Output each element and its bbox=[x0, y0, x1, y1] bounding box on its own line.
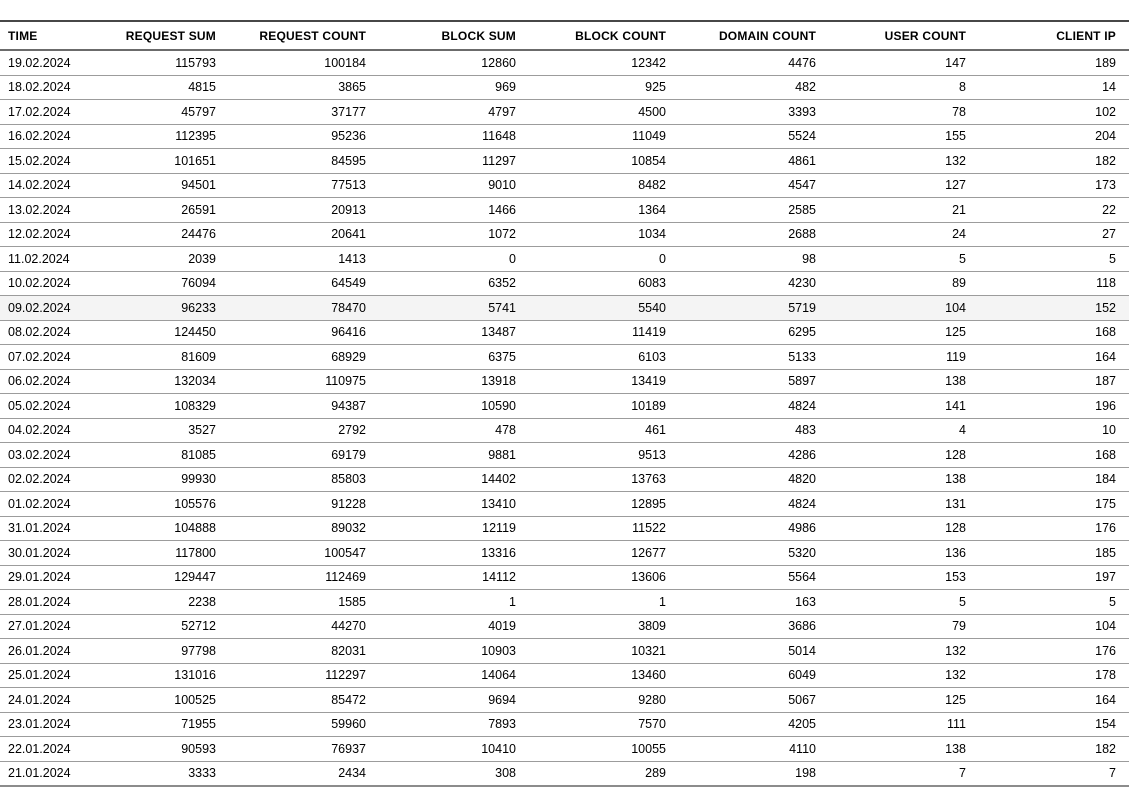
cell-block-count: 0 bbox=[659, 251, 666, 266]
statistics-report-page bbox=[0, 20, 1129, 787]
cell-client-ip: 178 bbox=[1095, 668, 1116, 683]
cell-request-count: 112469 bbox=[325, 570, 366, 585]
table-row[interactable] bbox=[0, 639, 1129, 664]
cell-request-sum: 2039 bbox=[188, 251, 216, 266]
table-row[interactable] bbox=[0, 369, 1129, 394]
cell-block-sum: 14402 bbox=[481, 472, 516, 487]
cell-client-ip: 22 bbox=[1102, 202, 1116, 217]
table-row[interactable] bbox=[0, 688, 1129, 713]
table-row[interactable] bbox=[0, 247, 1129, 272]
cell-user-count: 138 bbox=[945, 472, 966, 487]
column-header-client-ip[interactable]: CLIENT IP bbox=[1056, 28, 1116, 43]
cell-time: 01.02.2024 bbox=[8, 496, 71, 511]
cell-client-ip: 197 bbox=[1095, 570, 1116, 585]
cell-time: 26.01.2024 bbox=[8, 643, 71, 658]
table-row[interactable] bbox=[0, 198, 1129, 223]
cell-user-count: 132 bbox=[945, 153, 966, 168]
cell-client-ip: 152 bbox=[1095, 300, 1116, 315]
column-header-request-sum[interactable]: REQUEST SUM bbox=[125, 28, 216, 43]
cell-time: 07.02.2024 bbox=[8, 349, 71, 364]
cell-request-sum: 4815 bbox=[188, 80, 216, 95]
cell-block-sum: 9881 bbox=[488, 447, 516, 462]
table-row[interactable] bbox=[0, 173, 1129, 198]
cell-user-count: 78 bbox=[952, 104, 966, 119]
cell-block-count: 10055 bbox=[631, 741, 666, 756]
table-row[interactable] bbox=[0, 296, 1129, 321]
cell-user-count: 147 bbox=[945, 55, 966, 70]
cell-domain-count: 3393 bbox=[788, 104, 816, 119]
cell-time: 04.02.2024 bbox=[8, 423, 71, 438]
cell-block-count: 10854 bbox=[631, 153, 666, 168]
cell-request-count: 2434 bbox=[338, 766, 366, 781]
column-header-block-count[interactable]: BLOCK COUNT bbox=[575, 28, 666, 43]
column-header-request-count[interactable]: REQUEST COUNT bbox=[259, 28, 366, 43]
cell-block-sum: 13918 bbox=[481, 374, 516, 389]
cell-block-sum: 11297 bbox=[482, 153, 516, 168]
stats-table bbox=[0, 20, 1129, 787]
cell-domain-count: 198 bbox=[795, 766, 816, 781]
cell-time: 15.02.2024 bbox=[8, 153, 71, 168]
cell-request-sum: 132034 bbox=[174, 374, 216, 389]
cell-request-sum: 3333 bbox=[188, 766, 216, 781]
cell-time: 06.02.2024 bbox=[8, 374, 71, 389]
table-row[interactable] bbox=[0, 516, 1129, 541]
cell-user-count: 79 bbox=[952, 619, 966, 634]
cell-client-ip: 5 bbox=[1109, 251, 1116, 266]
table-row[interactable] bbox=[0, 320, 1129, 345]
cell-time: 29.01.2024 bbox=[8, 570, 71, 585]
table-row[interactable] bbox=[0, 149, 1129, 174]
cell-block-sum: 308 bbox=[495, 766, 516, 781]
table-row[interactable] bbox=[0, 345, 1129, 370]
cell-block-sum: 1 bbox=[509, 594, 516, 609]
cell-request-sum: 129447 bbox=[174, 570, 216, 585]
cell-request-count: 1585 bbox=[338, 594, 366, 609]
cell-block-count: 12895 bbox=[631, 496, 666, 511]
table-row[interactable] bbox=[0, 271, 1129, 296]
cell-user-count: 128 bbox=[945, 521, 966, 536]
cell-block-count: 3809 bbox=[638, 619, 666, 634]
cell-client-ip: 184 bbox=[1095, 472, 1116, 487]
cell-time: 22.01.2024 bbox=[8, 741, 71, 756]
cell-block-count: 13606 bbox=[631, 570, 666, 585]
cell-request-sum: 108329 bbox=[174, 398, 216, 413]
cell-time: 14.02.2024 bbox=[8, 178, 71, 193]
cell-request-sum: 112395 bbox=[175, 129, 216, 144]
cell-time: 30.01.2024 bbox=[8, 545, 71, 560]
cell-time: 31.01.2024 bbox=[8, 521, 71, 536]
cell-user-count: 138 bbox=[945, 741, 966, 756]
cell-request-count: 37177 bbox=[331, 104, 366, 119]
cell-user-count: 128 bbox=[945, 447, 966, 462]
cell-client-ip: 154 bbox=[1095, 717, 1116, 732]
cell-block-sum: 10410 bbox=[481, 741, 516, 756]
cell-request-count: 64549 bbox=[331, 276, 366, 291]
cell-user-count: 24 bbox=[952, 227, 966, 242]
table-row[interactable] bbox=[0, 394, 1129, 419]
cell-request-sum: 26591 bbox=[181, 202, 216, 217]
cell-client-ip: 168 bbox=[1095, 325, 1116, 340]
cell-domain-count: 4230 bbox=[788, 276, 816, 291]
cell-block-sum: 4019 bbox=[488, 619, 516, 634]
cell-client-ip: 27 bbox=[1102, 227, 1116, 242]
cell-request-count: 77513 bbox=[331, 178, 366, 193]
cell-user-count: 132 bbox=[945, 668, 966, 683]
cell-block-count: 6083 bbox=[638, 276, 666, 291]
cell-domain-count: 4286 bbox=[788, 447, 816, 462]
cell-block-sum: 6375 bbox=[488, 349, 516, 364]
cell-block-count: 9513 bbox=[638, 447, 666, 462]
cell-block-sum: 13316 bbox=[481, 545, 516, 560]
column-header-user-count[interactable]: USER COUNT bbox=[884, 28, 966, 43]
cell-request-sum: 81085 bbox=[181, 447, 216, 462]
cell-request-count: 95236 bbox=[331, 129, 366, 144]
cell-client-ip: 104 bbox=[1095, 619, 1116, 634]
cell-domain-count: 98 bbox=[802, 251, 816, 266]
cell-request-sum: 2238 bbox=[188, 594, 216, 609]
cell-user-count: 136 bbox=[945, 545, 966, 560]
cell-block-count: 11522 bbox=[632, 521, 666, 536]
cell-block-sum: 11648 bbox=[482, 129, 516, 144]
cell-request-sum: 90593 bbox=[181, 741, 216, 756]
cell-client-ip: 164 bbox=[1095, 692, 1116, 707]
column-header-time[interactable]: TIME bbox=[8, 28, 38, 43]
cell-request-sum: 117800 bbox=[175, 545, 216, 560]
cell-block-sum: 9010 bbox=[488, 178, 516, 193]
cell-time: 09.02.2024 bbox=[8, 300, 71, 315]
cell-block-count: 13460 bbox=[631, 668, 666, 683]
cell-domain-count: 6049 bbox=[788, 668, 816, 683]
cell-request-count: 3865 bbox=[338, 80, 366, 95]
cell-request-count: 2792 bbox=[338, 423, 366, 438]
cell-client-ip: 164 bbox=[1095, 349, 1116, 364]
cell-client-ip: 102 bbox=[1095, 104, 1116, 119]
column-header-block-sum[interactable]: BLOCK SUM bbox=[441, 28, 516, 43]
cell-user-count: 153 bbox=[945, 570, 966, 585]
cell-domain-count: 5524 bbox=[788, 129, 816, 144]
cell-request-count: 59960 bbox=[331, 717, 366, 732]
cell-client-ip: 168 bbox=[1095, 447, 1116, 462]
cell-user-count: 131 bbox=[945, 496, 966, 511]
table-body bbox=[0, 50, 1129, 786]
cell-time: 21.01.2024 bbox=[8, 766, 71, 781]
cell-time: 17.02.2024 bbox=[8, 104, 71, 119]
cell-domain-count: 163 bbox=[795, 594, 816, 609]
cell-time: 27.01.2024 bbox=[8, 619, 71, 634]
cell-block-count: 10189 bbox=[631, 398, 666, 413]
cell-client-ip: 5 bbox=[1109, 594, 1116, 609]
cell-client-ip: 187 bbox=[1095, 374, 1116, 389]
cell-user-count: 138 bbox=[945, 374, 966, 389]
table-row[interactable] bbox=[0, 100, 1129, 125]
cell-domain-count: 2585 bbox=[788, 202, 816, 217]
cell-request-count: 85803 bbox=[331, 472, 366, 487]
cell-request-count: 89032 bbox=[331, 521, 366, 536]
cell-time: 25.01.2024 bbox=[8, 668, 71, 683]
cell-block-count: 11049 bbox=[632, 129, 666, 144]
cell-domain-count: 4820 bbox=[788, 472, 816, 487]
cell-block-count: 9280 bbox=[638, 692, 666, 707]
cell-request-sum: 24476 bbox=[181, 227, 216, 242]
cell-time: 16.02.2024 bbox=[8, 129, 71, 144]
cell-block-count: 10321 bbox=[631, 643, 666, 658]
cell-block-count: 8482 bbox=[638, 178, 666, 193]
cell-client-ip: 204 bbox=[1095, 129, 1116, 144]
table-row[interactable] bbox=[0, 75, 1129, 100]
cell-block-sum: 7893 bbox=[488, 717, 516, 732]
table-row[interactable] bbox=[0, 590, 1129, 615]
cell-block-count: 1034 bbox=[638, 227, 666, 242]
cell-time: 12.02.2024 bbox=[8, 227, 71, 242]
cell-domain-count: 4986 bbox=[788, 521, 816, 536]
cell-user-count: 127 bbox=[945, 178, 966, 193]
column-header-domain-count[interactable]: DOMAIN COUNT bbox=[718, 28, 816, 43]
cell-request-sum: 3527 bbox=[188, 423, 216, 438]
cell-client-ip: 175 bbox=[1095, 496, 1116, 511]
table-row[interactable] bbox=[0, 712, 1129, 737]
cell-time: 10.02.2024 bbox=[8, 276, 71, 291]
cell-request-sum: 97798 bbox=[181, 643, 216, 658]
cell-client-ip: 10 bbox=[1102, 423, 1116, 438]
table-row[interactable] bbox=[0, 50, 1129, 75]
cell-client-ip: 189 bbox=[1095, 55, 1116, 70]
cell-request-sum: 131016 bbox=[174, 668, 216, 683]
cell-request-count: 20641 bbox=[331, 227, 366, 242]
cell-domain-count: 5564 bbox=[788, 570, 816, 585]
cell-block-sum: 969 bbox=[495, 80, 516, 95]
cell-request-sum: 76094 bbox=[181, 276, 216, 291]
cell-time: 02.02.2024 bbox=[8, 472, 71, 487]
cell-block-sum: 4797 bbox=[488, 104, 516, 119]
cell-block-sum: 1466 bbox=[488, 202, 516, 217]
cell-request-sum: 124450 bbox=[174, 325, 216, 340]
cell-block-sum: 13487 bbox=[481, 325, 516, 340]
cell-time: 03.02.2024 bbox=[8, 447, 71, 462]
cell-request-sum: 81609 bbox=[181, 349, 216, 364]
table-row[interactable] bbox=[0, 614, 1129, 639]
cell-user-count: 4 bbox=[959, 423, 966, 438]
cell-block-sum: 14064 bbox=[481, 668, 516, 683]
cell-client-ip: 118 bbox=[1096, 276, 1116, 291]
cell-domain-count: 4476 bbox=[788, 55, 816, 70]
table-row[interactable] bbox=[0, 467, 1129, 492]
cell-user-count: 7 bbox=[959, 766, 966, 781]
cell-block-count: 1 bbox=[659, 594, 666, 609]
cell-block-count: 6103 bbox=[638, 349, 666, 364]
cell-block-sum: 1072 bbox=[488, 227, 516, 242]
cell-request-count: 68929 bbox=[331, 349, 366, 364]
cell-block-sum: 0 bbox=[509, 251, 516, 266]
cell-client-ip: 14 bbox=[1102, 80, 1116, 95]
cell-user-count: 125 bbox=[945, 692, 966, 707]
cell-user-count: 119 bbox=[946, 349, 966, 364]
cell-client-ip: 173 bbox=[1095, 178, 1116, 193]
cell-time: 23.01.2024 bbox=[8, 717, 71, 732]
cell-block-count: 13763 bbox=[631, 472, 666, 487]
cell-block-count: 13419 bbox=[631, 374, 666, 389]
cell-request-sum: 100525 bbox=[174, 692, 216, 707]
cell-request-count: 20913 bbox=[331, 202, 366, 217]
cell-domain-count: 5133 bbox=[788, 349, 816, 364]
table-row[interactable] bbox=[0, 737, 1129, 762]
cell-domain-count: 4824 bbox=[788, 398, 816, 413]
table-row[interactable] bbox=[0, 565, 1129, 590]
cell-request-count: 84595 bbox=[331, 153, 366, 168]
cell-request-count: 44270 bbox=[331, 619, 366, 634]
cell-block-sum: 478 bbox=[495, 423, 516, 438]
cell-time: 18.02.2024 bbox=[8, 80, 71, 95]
cell-domain-count: 2688 bbox=[788, 227, 816, 242]
cell-domain-count: 5014 bbox=[788, 643, 816, 658]
cell-client-ip: 7 bbox=[1109, 766, 1116, 781]
cell-request-count: 85472 bbox=[331, 692, 366, 707]
cell-request-sum: 71955 bbox=[181, 717, 216, 732]
cell-block-sum: 12119 bbox=[482, 521, 516, 536]
table-row[interactable] bbox=[0, 663, 1129, 688]
cell-user-count: 155 bbox=[945, 129, 966, 144]
cell-block-sum: 9694 bbox=[488, 692, 516, 707]
cell-block-count: 5540 bbox=[638, 300, 666, 315]
cell-block-count: 4500 bbox=[638, 104, 666, 119]
cell-client-ip: 185 bbox=[1095, 545, 1116, 560]
table-row[interactable] bbox=[0, 541, 1129, 566]
table-row[interactable] bbox=[0, 492, 1129, 517]
cell-request-sum: 96233 bbox=[181, 300, 216, 315]
table-row[interactable] bbox=[0, 124, 1129, 149]
cell-block-count: 7570 bbox=[638, 717, 666, 732]
cell-time: 11.02.2024 bbox=[8, 251, 70, 266]
cell-request-count: 78470 bbox=[331, 300, 366, 315]
cell-time: 08.02.2024 bbox=[8, 325, 71, 340]
cell-request-count: 91228 bbox=[331, 496, 366, 511]
cell-block-sum: 13410 bbox=[481, 496, 516, 511]
cell-domain-count: 5719 bbox=[788, 300, 816, 315]
cell-domain-count: 4861 bbox=[788, 153, 816, 168]
cell-client-ip: 196 bbox=[1095, 398, 1116, 413]
cell-user-count: 89 bbox=[952, 276, 966, 291]
cell-block-sum: 14112 bbox=[482, 570, 516, 585]
cell-request-count: 96416 bbox=[331, 325, 366, 340]
cell-user-count: 111 bbox=[946, 717, 966, 732]
cell-client-ip: 176 bbox=[1095, 521, 1116, 536]
table-row[interactable] bbox=[0, 761, 1129, 786]
cell-block-count: 11419 bbox=[632, 325, 666, 340]
table-row[interactable] bbox=[0, 222, 1129, 247]
table-row[interactable] bbox=[0, 443, 1129, 468]
cell-block-sum: 10903 bbox=[481, 643, 516, 658]
cell-user-count: 141 bbox=[945, 398, 966, 413]
cell-request-sum: 45797 bbox=[181, 104, 216, 119]
cell-domain-count: 5897 bbox=[788, 374, 816, 389]
cell-request-count: 100184 bbox=[324, 55, 366, 70]
cell-user-count: 5 bbox=[959, 251, 966, 266]
cell-time: 28.01.2024 bbox=[8, 594, 71, 609]
cell-block-count: 925 bbox=[645, 80, 666, 95]
cell-time: 24.01.2024 bbox=[8, 692, 71, 707]
cell-client-ip: 176 bbox=[1095, 643, 1116, 658]
cell-block-sum: 5741 bbox=[488, 300, 516, 315]
cell-request-count: 110975 bbox=[325, 374, 366, 389]
cell-time: 05.02.2024 bbox=[8, 398, 71, 413]
header-row bbox=[0, 21, 1129, 50]
cell-request-count: 82031 bbox=[331, 643, 366, 658]
cell-request-sum: 94501 bbox=[181, 178, 216, 193]
cell-request-sum: 99930 bbox=[181, 472, 216, 487]
cell-user-count: 125 bbox=[945, 325, 966, 340]
cell-block-sum: 6352 bbox=[488, 276, 516, 291]
cell-request-count: 112297 bbox=[325, 668, 366, 683]
cell-time: 19.02.2024 bbox=[8, 55, 71, 70]
cell-user-count: 104 bbox=[945, 300, 966, 315]
cell-domain-count: 483 bbox=[795, 423, 816, 438]
cell-domain-count: 5067 bbox=[788, 692, 816, 707]
cell-block-count: 12677 bbox=[631, 545, 666, 560]
cell-request-sum: 104888 bbox=[174, 521, 216, 536]
cell-request-sum: 115793 bbox=[175, 55, 216, 70]
cell-block-sum: 10590 bbox=[481, 398, 516, 413]
cell-domain-count: 5320 bbox=[788, 545, 816, 560]
cell-request-count: 100547 bbox=[324, 545, 366, 560]
cell-user-count: 5 bbox=[959, 594, 966, 609]
cell-user-count: 21 bbox=[952, 202, 966, 217]
cell-block-count: 1364 bbox=[638, 202, 666, 217]
cell-time: 13.02.2024 bbox=[8, 202, 71, 217]
cell-request-count: 76937 bbox=[331, 741, 366, 756]
cell-client-ip: 182 bbox=[1095, 741, 1116, 756]
cell-domain-count: 4205 bbox=[788, 717, 816, 732]
cell-client-ip: 182 bbox=[1095, 153, 1116, 168]
cell-block-count: 461 bbox=[645, 423, 666, 438]
table-row[interactable] bbox=[0, 418, 1129, 443]
cell-request-sum: 105576 bbox=[174, 496, 216, 511]
cell-domain-count: 4824 bbox=[788, 496, 816, 511]
cell-domain-count: 3686 bbox=[788, 619, 816, 634]
cell-block-sum: 12860 bbox=[481, 55, 516, 70]
cell-domain-count: 4110 bbox=[789, 741, 816, 756]
cell-request-sum: 101651 bbox=[174, 153, 216, 168]
cell-request-sum: 52712 bbox=[181, 619, 216, 634]
cell-domain-count: 4547 bbox=[788, 178, 816, 193]
cell-block-count: 289 bbox=[645, 766, 666, 781]
cell-request-count: 69179 bbox=[331, 447, 366, 462]
cell-request-count: 1413 bbox=[338, 251, 366, 266]
cell-request-count: 94387 bbox=[331, 398, 366, 413]
cell-user-count: 132 bbox=[945, 643, 966, 658]
cell-block-count: 12342 bbox=[631, 55, 666, 70]
cell-domain-count: 482 bbox=[795, 80, 816, 95]
cell-user-count: 8 bbox=[959, 80, 966, 95]
cell-domain-count: 6295 bbox=[788, 325, 816, 340]
